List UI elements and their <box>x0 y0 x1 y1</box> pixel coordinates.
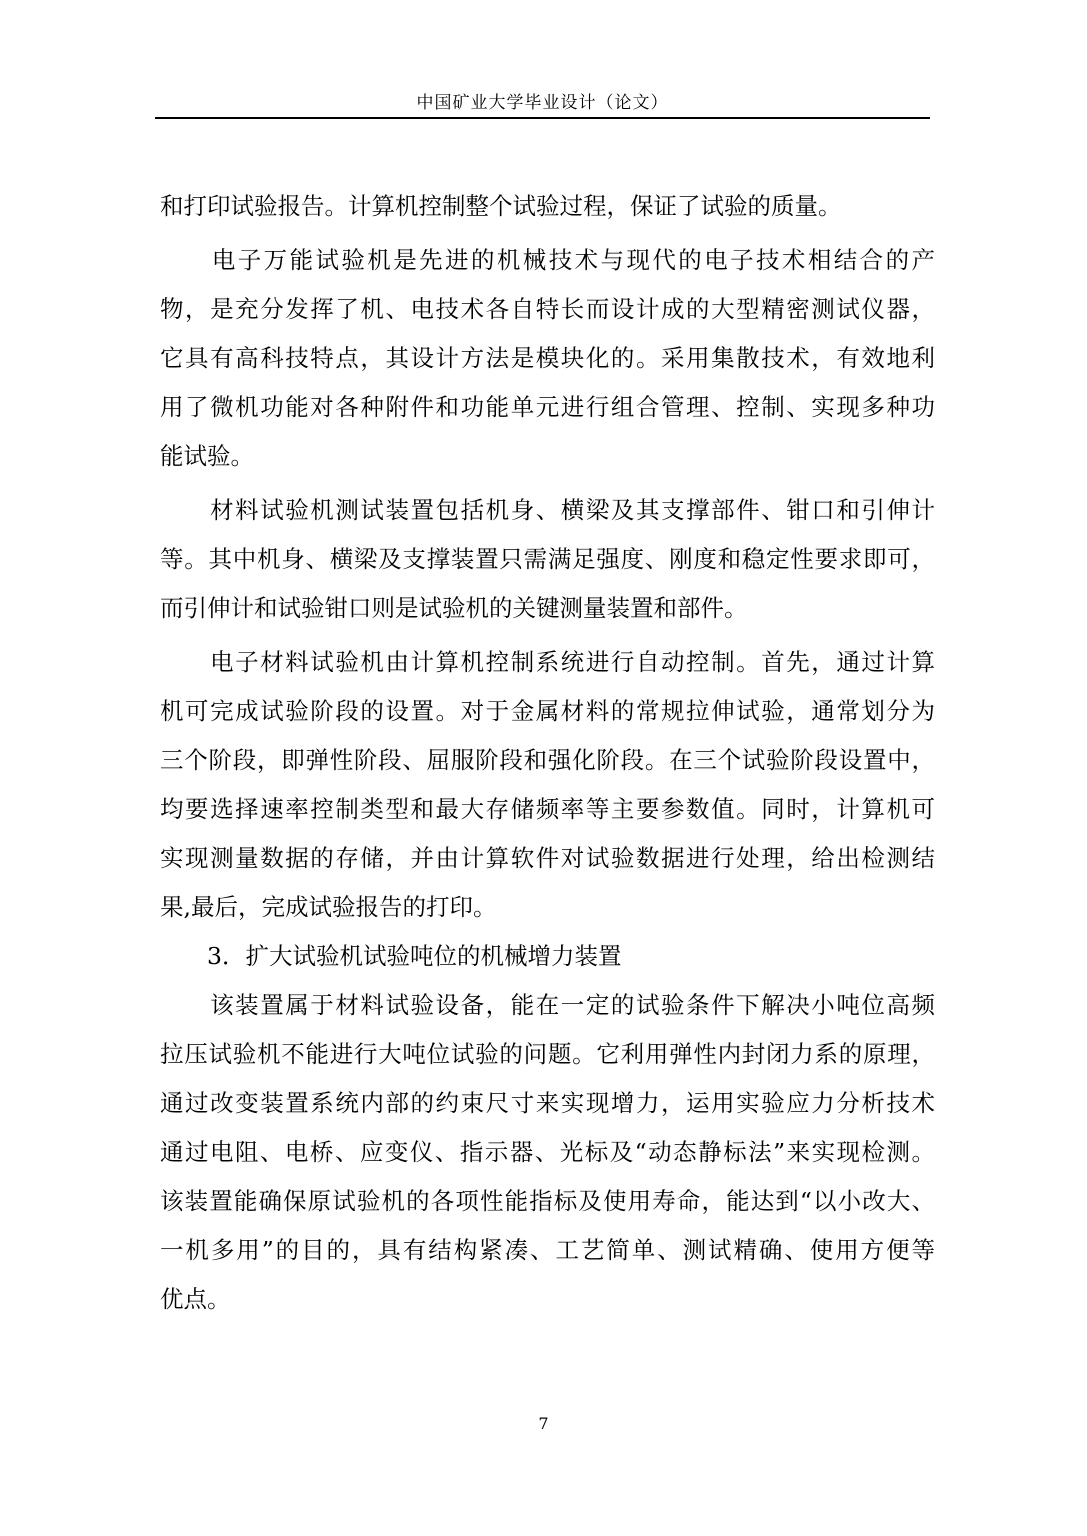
header-rule <box>155 117 930 119</box>
paragraph-line: 三个阶段，即弹性阶段、屈服阶段和强化阶段。在三个试验阶段设置中， <box>160 746 935 774</box>
paragraph-line: 机可完成试验阶段的设置。对于金属材料的常规拉伸试验，通常划分为 <box>160 697 935 725</box>
paragraph-line: 等。其中机身、横梁及支撑装置只需满足强度、刚度和稳定性要求即可， <box>160 545 935 573</box>
paragraph-line: 该装置能确保原试验机的各项性能指标及使用寿命，能达到“以小改大、 <box>160 1187 935 1215</box>
paragraph-line: 电子材料试验机由计算机控制系统进行自动控制。首先，通过计算 <box>160 648 935 676</box>
paragraph-line: 拉压试验机不能进行大吨位试验的问题。它利用弹性内封闭力系的原理， <box>160 1040 935 1068</box>
paragraph-1 <box>160 182 935 231</box>
paragraph-line: 电子万能试验机是先进的机械技术与现代的电子技术相结合的产 <box>160 246 935 274</box>
paragraph-line: 而引伸计和试验钳口则是试验机的关键测量装置和部件。 <box>160 594 748 622</box>
paragraph-line: 能试验。 <box>160 442 254 470</box>
paragraph-5 <box>160 981 935 1324</box>
section-heading: 3．扩大试验机试验吨位的机械增力装置 <box>160 942 622 970</box>
paragraph-line: 果,最后，完成试验报告的打印。 <box>160 893 497 921</box>
paragraph-line: 材料试验机测试装置包括机身、横梁及其支撑部件、钳口和引伸计 <box>160 496 935 524</box>
paragraph-line: 均要选择速率控制类型和最大存储频率等主要参数值。同时，计算机可 <box>160 795 935 823</box>
paragraph-line: 实现测量数据的存储，并由计算软件对试验数据进行处理，给出检测结 <box>160 844 935 872</box>
paragraph-line: 它具有高科技特点，其设计方法是模块化的。采用集散技术，有效地利 <box>160 344 935 372</box>
page-number: 7 <box>538 1414 549 1433</box>
paragraph-line: 用了微机功能对各种附件和功能单元进行组合管理、控制、实现多种功 <box>160 393 935 421</box>
paragraph-line: 该装置属于材料试验设备，能在一定的试验条件下解决小吨位高频 <box>160 991 935 1019</box>
paragraph-line: 和打印试验报告。计算机控制整个试验过程，保证了试验的质量。 <box>160 192 842 220</box>
page-header: 中国矿业大学毕业设计（论文） <box>416 93 669 113</box>
body-text <box>160 182 935 1324</box>
paragraph-3 <box>160 486 935 633</box>
paragraph-4 <box>160 638 935 932</box>
paragraph-line: 通过电阻、电桥、应变仪、指示器、光标及“动态静标法”来实现检测。 <box>160 1138 935 1166</box>
paragraph-line: 一机多用”的目的，具有结构紧凑、工艺简单、测试精确、使用方便等 <box>160 1236 935 1264</box>
paragraph-line: 通过改变装置系统内部的约束尺寸来实现增力，运用实验应力分析技术 <box>160 1089 935 1117</box>
paragraph-2 <box>160 236 935 481</box>
paragraph-line: 优点。 <box>160 1285 231 1313</box>
paragraph-line: 物，是充分发挥了机、电技术各自特长而设计成的大型精密测试仪器， <box>160 295 935 323</box>
